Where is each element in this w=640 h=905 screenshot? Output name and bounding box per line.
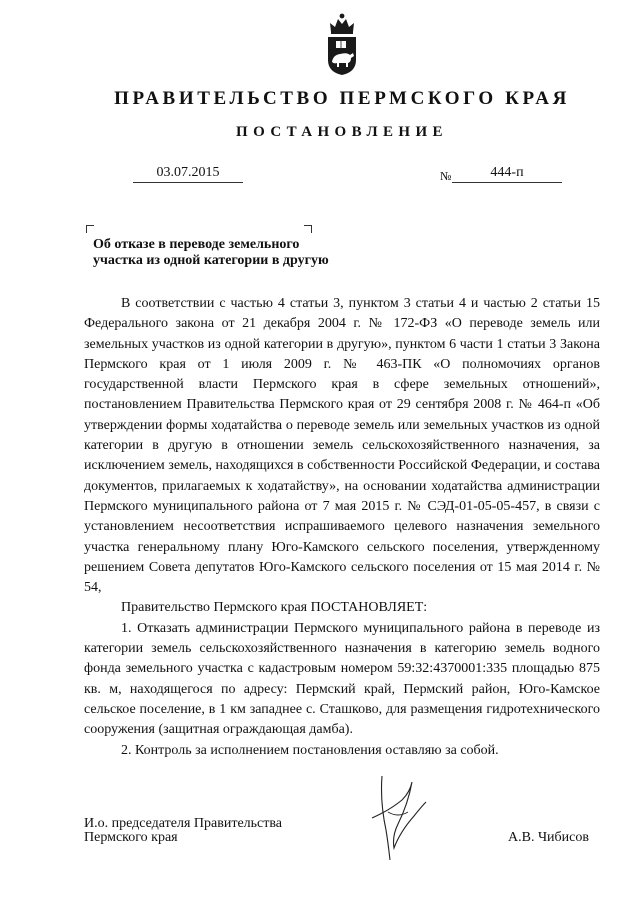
coat-of-arms-icon: [322, 12, 362, 76]
body-paragraph-preamble: В соответствии с частью 4 статьи 3, пунктом 3 статьи 4 и частью 2 статьи 15 Федерального закона от 21 декабря 2004 г. № 172-ФЗ «О переводе земель или земельных участков из одной категории в другую», пунктом 6 части 1 статьи 3 Закона Пермского края от 1 июля 2009 г. № 463-ПК «О полномочиях органов государственной власти Пермского края в сфере земельных отношений», постановлением Правительства Пермского края от 29 сентября 2008 г. № 464-п «Об утверждении формы ходатайства о переводе земель или земельных участков из одной категории в другую в отношении земель сельскохозяйственного назначения, за исключением земель, находящихся в собственности Российской Федерации, и состава документов, прилагаемых к ходатайству», на основании ходатайства администрации Пермского муниципального района от 7 мая 2015 г. № СЭД-01-05-05-457, в связи с установлением несоответствия испрашиваемого целевого назначения земельного участка генеральному плану Юго-Камского сельского поселения, утвержденному решением Совета депутатов Юго-Камского сельского поселения от 15 мая 2014 г. № 54,: [84, 296, 600, 596]
subject-line-1: Об отказе в переводе земельного: [93, 237, 300, 252]
document-subject: [93, 237, 353, 269]
document-date: 03.07.2015: [133, 164, 243, 183]
handwritten-signature-icon: [368, 772, 430, 864]
government-title: ПРАВИТЕЛЬСТВО ПЕРМСКОГО КРАЯ: [114, 88, 570, 109]
signer-title-line-2: Пермского края: [84, 830, 178, 845]
signer-name: А.В. Чибисов: [508, 830, 589, 845]
document-number: 444-п: [452, 164, 562, 183]
document-body: [84, 294, 600, 761]
subject-corner-right: [304, 225, 312, 233]
body-paragraph-resolves: Правительство Пермского края ПОСТАНОВЛЯЕТ:: [121, 600, 428, 616]
number-label: №: [440, 169, 452, 183]
subject-line-2: участка из одной категории в другую: [93, 253, 329, 268]
body-paragraph-item-1: 1. Отказать администрации Пермского муниципального района в переводе из категории земель сельскохозяйственного назначения в категорию земель водного фонда земельного участка с кадастровым номером 59:32:4370001:335 площадью 875 кв. м, находящегося по адресу: Пермский край, Пермский район, Юго-Камское сельское поселение, в 1 км западнее с. Сташково, для размещения гидротехнического сооружения (защитная ограждающая дамба).: [84, 620, 600, 738]
document-type: ПОСТАНОВЛЕНИЕ: [236, 124, 448, 140]
subject-corner-left: [86, 225, 94, 233]
body-paragraph-item-2: 2. Контроль за исполнением постановления оставляю за собой.: [121, 742, 499, 758]
signer-title: [84, 817, 282, 845]
signer-title-line-1: И.о. председателя Правительства: [84, 816, 283, 831]
